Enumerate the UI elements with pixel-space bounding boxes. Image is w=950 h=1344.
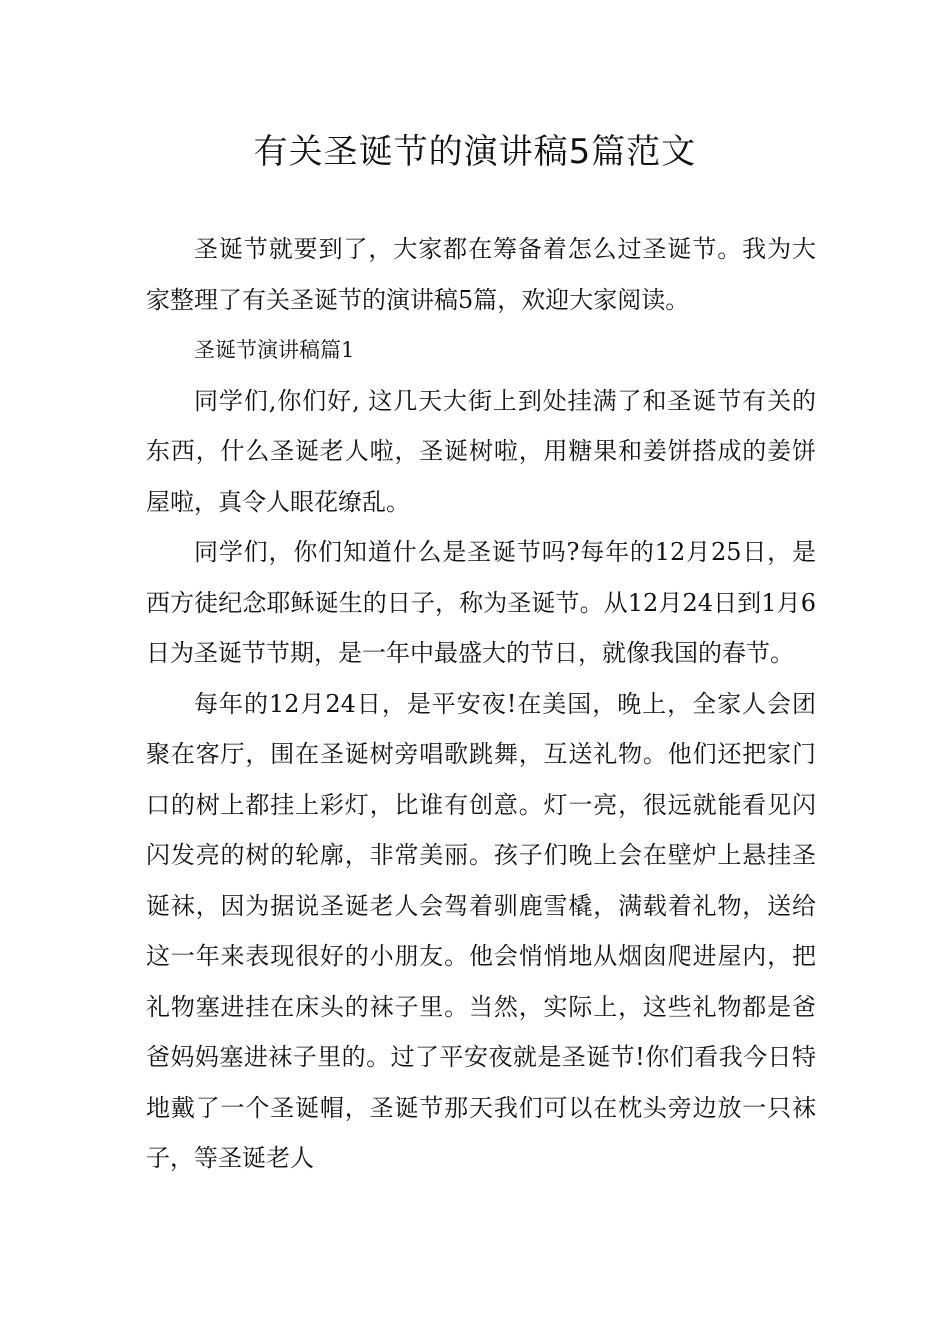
body-paragraph: 每年的12月24日，是平安夜!在美国，晚上，全家人会团聚在客厅，围在圣诞树旁唱歌跳舞，互送礼物。他们还把家门口的树上都挂上彩灯，比谁有创意。灯一亮，很远就能看见闪闪发亮的树的轮廓，非常美丽。孩子们晚上会在壁炉上悬挂圣诞袜，因为据说圣诞老人会驾着驯鹿雪橇，满载着礼物，送给这一年来表现很好的小朋友。他会悄悄地从烟囱爬进屋内，把礼物塞进挂在床头的袜子里。当然，实际上，这些礼物都是爸爸妈妈塞进袜子里的。过了平安夜就是圣诞节!你们看我今日特地戴了一个圣诞帽，圣诞节那天我们可以在枕头旁边放一只袜子，等圣诞老人 — [146, 689, 816, 1172]
document-body — [146, 224, 816, 1184]
body-paragraph: 同学们，你们知道什么是圣诞节吗?每年的12月25日，是西方徒纪念耶稣诞生的日子，称为圣诞节。从12月24日到1月6日为圣诞节节期，是一年中最盛大的节日，就像我国的春节。 — [146, 538, 816, 667]
document-title: 有关圣诞节的演讲稿5篇范文 — [253, 132, 697, 172]
section-heading: 圣诞节演讲稿篇1 — [194, 338, 355, 362]
body-paragraph: 同学们,你们好, 这几天大街上到处挂满了和圣诞节有关的东西，什么圣诞老人啦，圣诞树啦，用糖果和姜饼搭成的姜饼屋啦，真令人眼花缭乱。 — [146, 386, 816, 516]
intro-paragraph: 圣诞节就要到了，大家都在筹备着怎么过圣诞节。我为大家整理了有关圣诞节的演讲稿5篇，欢迎大家阅读。 — [146, 235, 816, 314]
